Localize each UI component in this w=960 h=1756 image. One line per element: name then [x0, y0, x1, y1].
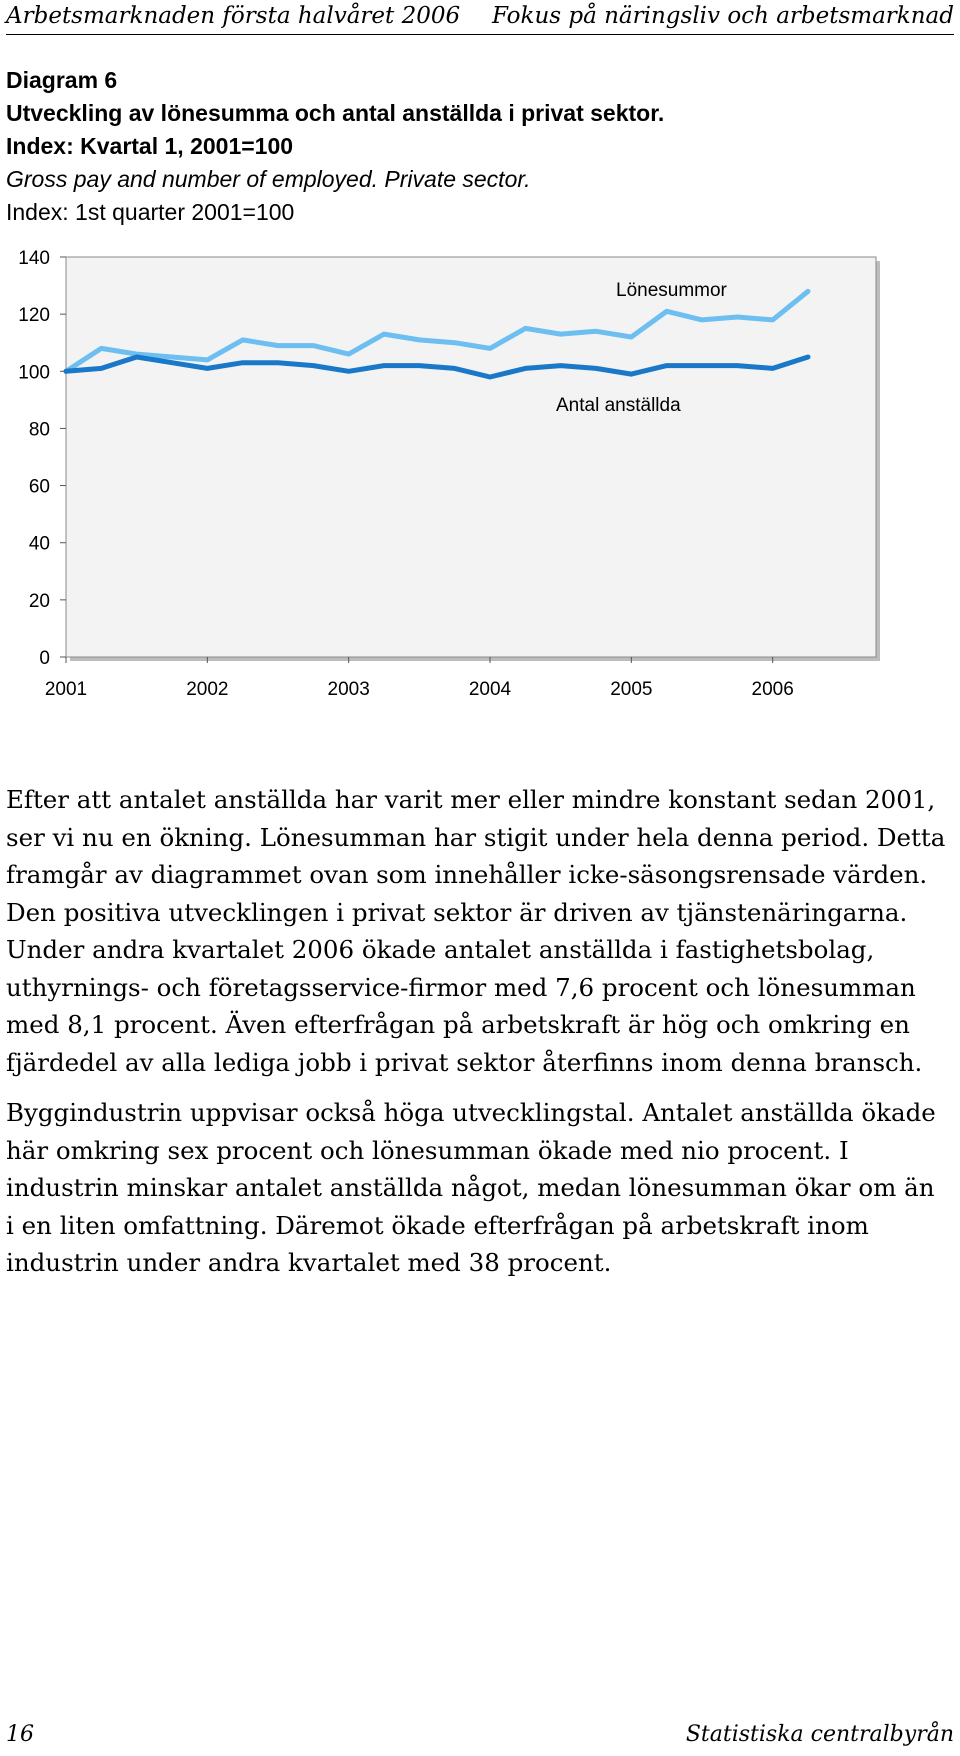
- x-tick-label: 2001: [44, 679, 88, 700]
- x-tick-label: 2005: [610, 679, 653, 700]
- y-tick-label: 20: [28, 590, 50, 612]
- y-tick-label: 140: [18, 248, 50, 269]
- page-header: [6, 0, 954, 35]
- publisher: Statistiska centralbyrån: [685, 1722, 954, 1747]
- y-tick-label: 80: [28, 419, 50, 441]
- y-tick-label: 0: [39, 648, 50, 669]
- page-number: 16: [6, 1722, 34, 1747]
- x-tick-label: 2002: [186, 679, 229, 700]
- x-tick-label: 2006: [751, 679, 794, 700]
- x-tick-label: 2003: [327, 679, 370, 700]
- chart-caption: [6, 64, 664, 229]
- y-tick-label: 100: [18, 362, 50, 384]
- header-left: Arbetsmarknaden första halvåret 2006: [6, 3, 461, 29]
- x-tick-label: 2004: [468, 679, 512, 700]
- caption-title-sv: Utveckling av lönesumma och antal anställda i privat sektor.: [6, 100, 665, 126]
- paragraph-1: Efter att antalet anställda har varit mer eller mindre konstant sedan 2001, ser vi nu en ökning. Lönesumman har stigit under hela denna period. Detta framgår av diagrammet ovan som innehåller icke-säsongsrensade värden. Den positiva utvecklingen i privat sektor är driven av tjänstenäringarna. Under andra kvartalet 2006 ökade antalet anställda i fastighetsbolag, uthyrnings- och företagsservice-firmor med 7,6 procent och lönesumman med 8,1 procent. Även efterfrågan på arbetskraft är hög och omkring en fjärdedel av alla lediga jobb i privat sektor återfinns inom denna bransch.: [6, 785, 946, 1077]
- caption-number: Diagram 6: [6, 67, 118, 93]
- caption-title-en: Gross pay and number of employed. Private sector.: [6, 166, 531, 192]
- paragraph-2: Byggindustrin uppvisar också höga utvecklingstal. Antalet anställda ökade här omkring sex procent och lönesumman ökade med nio procent. I industrin minskar antalet anställda något, medan lönesumman ökar om än i en liten omfattning. Däremot ökade efterfrågan på arbetskraft inom industrin under andra kvartalet med 38 procent.: [6, 1098, 936, 1277]
- header-right: Fokus på näringsliv och arbetsmarknad: [491, 3, 954, 29]
- y-axis: [18, 248, 66, 669]
- series-label-antal-anstallda: Antal anställda: [556, 395, 681, 416]
- y-tick-label: 120: [18, 305, 50, 327]
- caption-index-en: Index: 1st quarter 2001=100: [6, 199, 295, 225]
- y-tick-label: 40: [28, 533, 50, 555]
- series-label-lonesummor: Lönesummor: [616, 280, 727, 301]
- y-tick-label: 60: [28, 476, 50, 498]
- body-text: [6, 781, 948, 1295]
- x-axis: [45, 657, 794, 700]
- line-chart: [0, 240, 960, 710]
- caption-index-sv: Index: Kvartal 1, 2001=100: [6, 133, 294, 159]
